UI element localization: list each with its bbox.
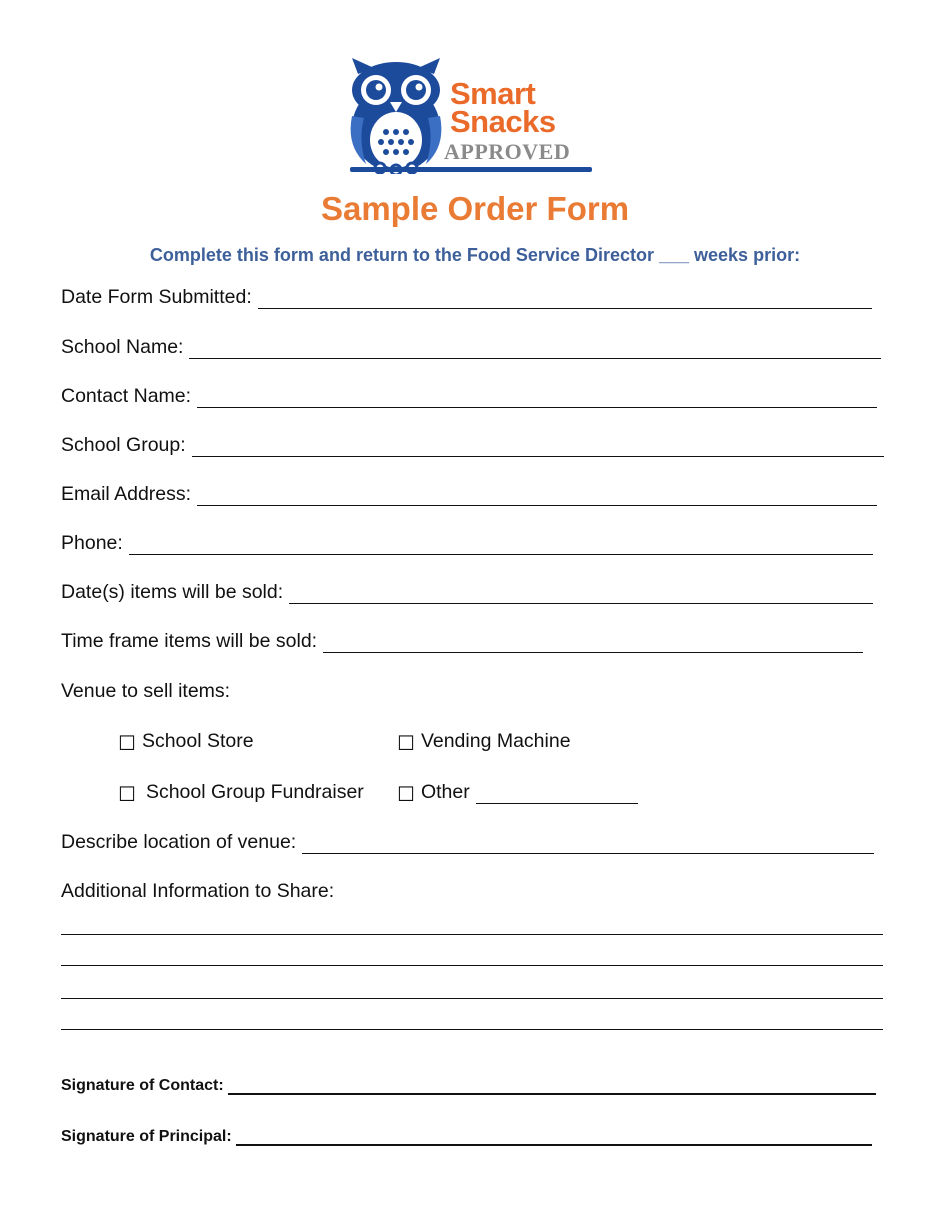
- school-group-line[interactable]: [192, 438, 884, 457]
- logo-text-snacks: Snacks: [450, 104, 556, 139]
- contact-name-field[interactable]: [61, 385, 877, 408]
- school-group-field[interactable]: [61, 434, 884, 457]
- venue-label: Venue to sell items:: [61, 680, 231, 702]
- signature-principal-line[interactable]: [236, 1130, 872, 1146]
- dates-sold-label: Date(s) items will be sold:: [61, 581, 284, 603]
- smart-snacks-logo: [344, 56, 600, 180]
- logo-text-smart: Smart: [450, 76, 536, 111]
- option-fundraiser-label: School Group Fundraiser: [145, 781, 364, 803]
- option-fundraiser[interactable]: [118, 781, 364, 804]
- checkbox-icon[interactable]: ☐: [118, 782, 136, 806]
- logo-text-approved: APPROVED: [444, 139, 571, 164]
- owl-icon: [344, 56, 454, 174]
- describe-location-label: Describe location of venue:: [61, 831, 297, 853]
- form-instructions: Complete this form and return to the Food Service Director ___ weeks prior:: [149, 245, 801, 265]
- contact-name-label: Contact Name:: [61, 385, 192, 407]
- other-specify-line[interactable]: [476, 785, 638, 804]
- option-other[interactable]: [397, 781, 638, 804]
- describe-location-line[interactable]: [302, 835, 874, 854]
- logo-underline: [350, 167, 592, 172]
- dates-sold-line[interactable]: [289, 585, 873, 604]
- school-group-label: School Group:: [61, 434, 186, 456]
- time-frame-line[interactable]: [323, 634, 863, 653]
- phone-line[interactable]: [129, 536, 873, 555]
- option-other-label: Other: [420, 781, 470, 803]
- additional-info-line-2[interactable]: [61, 965, 883, 966]
- additional-info-section: [61, 880, 340, 903]
- email-label: Email Address:: [61, 483, 192, 505]
- email-field[interactable]: [61, 483, 877, 506]
- time-frame-label: Time frame items will be sold:: [61, 630, 318, 652]
- form-title: Sample Order Form: [320, 190, 630, 227]
- option-school-store[interactable]: [118, 730, 254, 753]
- additional-info-label: Additional Information to Share:: [61, 880, 335, 902]
- phone-field[interactable]: [61, 532, 873, 555]
- signature-contact-line[interactable]: [228, 1079, 876, 1095]
- additional-info-line-3[interactable]: [61, 998, 883, 999]
- date-submitted-field[interactable]: [61, 286, 872, 309]
- dates-sold-field[interactable]: [61, 581, 873, 604]
- school-name-label: School Name:: [61, 336, 184, 358]
- checkbox-icon[interactable]: ☐: [397, 782, 415, 806]
- date-submitted-label: Date Form Submitted:: [61, 286, 252, 308]
- signature-principal-field[interactable]: [61, 1128, 872, 1146]
- checkbox-icon[interactable]: ☐: [118, 731, 136, 755]
- school-name-line[interactable]: [189, 340, 881, 359]
- option-vending-machine[interactable]: [397, 730, 571, 753]
- signature-principal-label: Signature of Principal:: [61, 1128, 232, 1145]
- describe-location-field[interactable]: [61, 831, 874, 854]
- additional-info-line-1[interactable]: [61, 934, 883, 935]
- venue-section-label: [61, 680, 236, 703]
- signature-contact-label: Signature of Contact:: [61, 1077, 224, 1094]
- date-submitted-line[interactable]: [258, 290, 872, 309]
- additional-info-line-4[interactable]: [61, 1029, 883, 1030]
- option-vending-machine-label: Vending Machine: [420, 730, 571, 752]
- signature-contact-field[interactable]: [61, 1077, 876, 1095]
- option-school-store-label: School Store: [141, 730, 254, 752]
- contact-name-line[interactable]: [197, 389, 877, 408]
- checkbox-icon[interactable]: ☐: [397, 731, 415, 755]
- time-frame-field[interactable]: [61, 630, 863, 653]
- email-line[interactable]: [197, 487, 877, 506]
- school-name-field[interactable]: [61, 336, 881, 359]
- phone-label: Phone:: [61, 532, 123, 554]
